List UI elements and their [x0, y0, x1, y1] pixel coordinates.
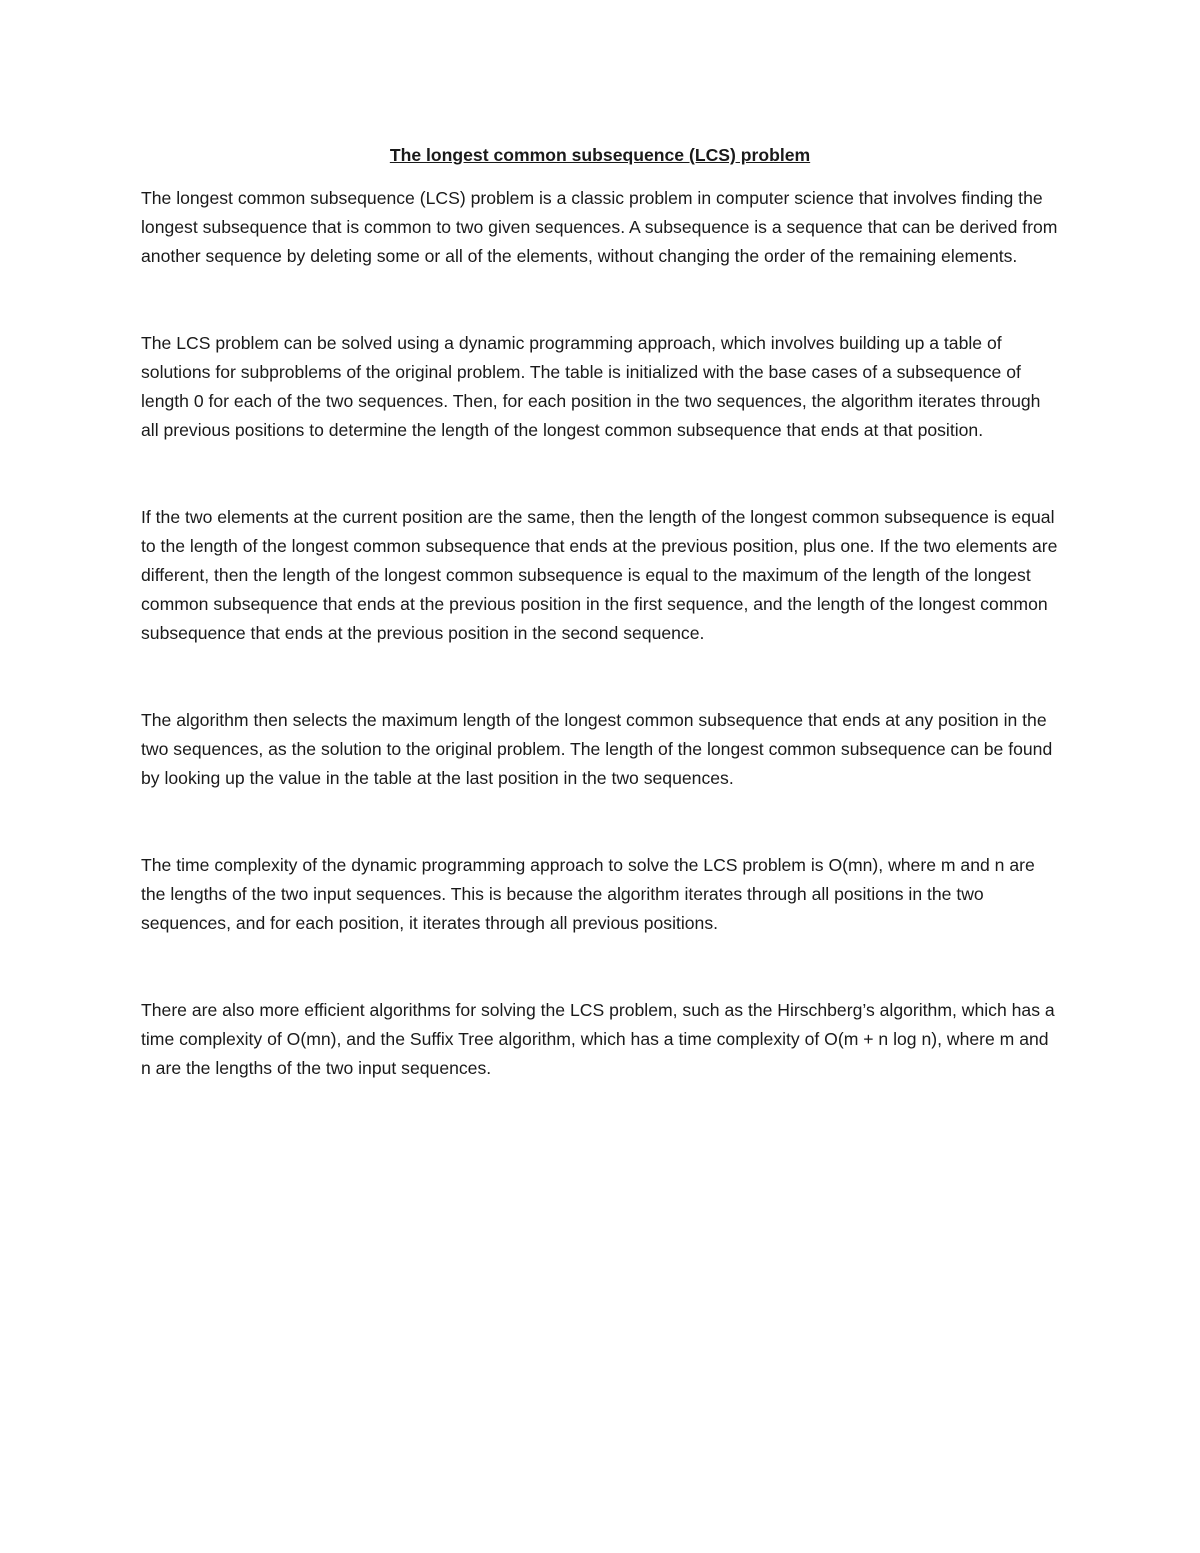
paragraph-intro: The longest common subsequence (LCS) problem is a classic problem in computer science that involves finding the longest subsequence that is common to two given sequences. A subsequence is a sequence that can be derived from another sequence by deleting some or all of the elements, without changing the order of the remaining elements. — [141, 188, 1058, 266]
document-title: The longest common subsequence (LCS) problem — [389, 145, 811, 165]
paragraph-efficient-algorithms: There are also more efficient algorithms for solving the LCS problem, such as the Hirschberg’s algorithm, which has a time complexity of O(mn), and the Suffix Tree algorithm, which has a time complexity of O(m + n log n), where m and n are the lengths of the two input sequences. — [141, 1000, 1055, 1078]
paragraph-dynamic-programming: The LCS problem can be solved using a dynamic programming approach, which involves building up a table of solutions for subproblems of the original problem. The table is initialized with the base cases of a subsequence of length 0 for each of the two sequences. Then, for each position in the two sequences, the algorithm iterates through all previous positions to determine the length of the longest common subsequence that ends at that position. — [141, 333, 1041, 440]
paragraph-recurrence: If the two elements at the current position are the same, then the length of the longest common subsequence is equal to the length of the longest common subsequence that ends at the previous position, plus one. If the two elements are different, then the length of the longest common subsequence is equal to the maximum of the length of the longest common subsequence that ends at the previous position in the first sequence, and the length of the longest common subsequence that ends at the previous position in the second sequence. — [141, 507, 1058, 643]
paragraph-time-complexity: The time complexity of the dynamic programming approach to solve the LCS problem is O(mn), where m and n are the lengths of the two input sequences. This is because the algorithm iterates through all positions in the two sequences, and for each position, it iterates through all previous positions. — [141, 855, 1035, 933]
paragraph-solution: The algorithm then selects the maximum length of the longest common subsequence that ends at any position in the two sequences, as the solution to the original problem. The length of the longest common subsequence can be found by looking up the value in the table at the last position in the two sequences. — [141, 710, 1053, 788]
document-body — [141, 141, 1059, 1141]
